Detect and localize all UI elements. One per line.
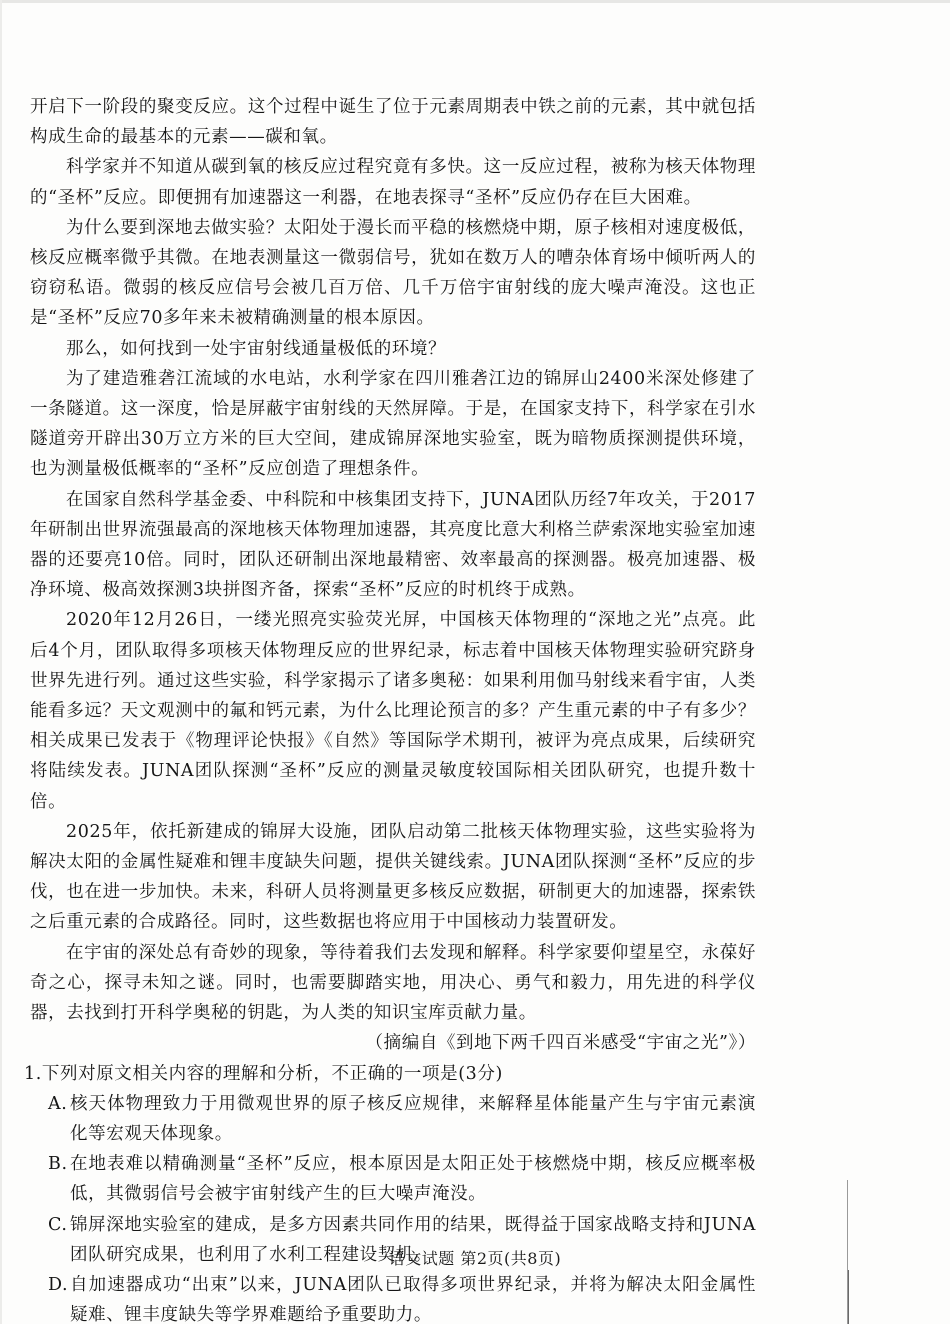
passage-paragraph: 为了建造雅砻江流域的水电站，水利学家在四川雅砻江边的锦屏山2400米深处修建了一条隧道。这一深度，恰是屏蔽宇宙射线的天然屏障。于是，在国家支持下，科学家在引水隧道旁开辟出30万立方米的巨大空间，建成锦屏深地实验室，既为暗物质探测提供环境，也为测量极低概率的“圣杯”反应创造了理想条件。 [30, 364, 756, 485]
option-a [48, 1089, 756, 1149]
passage-paragraph: 为什么要到深地去做实验？太阳处于漫长而平稳的核燃烧中期，原子核相对速度极低，核反应概率微乎其微。在地表测量这一微弱信号，犹如在数万人的嘈杂体育场中倾听两人的窃窃私语。微弱的核反应信号会被几百万倍、几千万倍宇宙射线的庞大噪声淹没。这也正是“圣杯”反应70多年来未被精确测量的根本原因。 [30, 213, 756, 334]
scan-edge [0, 0, 2, 1324]
page-footer: 语文试题 第2页(共8页) [0, 1246, 950, 1269]
passage-paragraph: 2025年，依托新建成的锦屏大设施，团队启动第二批核天体物理实验，这些实验将为解决太阳的金属性疑难和锂丰度缺失问题，提供关键线索。JUNA团队探测“圣杯”反应的步伐，也在进一步加快。未来，科研人员将测量更多核反应数据，研制更大的加速器，探索铁之后重元素的合成路径。同时，这些数据也将应用于中国核动力装置研发。 [30, 817, 756, 938]
option-text: 锦屏深地实验室的建成，是多方因素共同作用的结果，既得益于国家战略支持和JUNA团队研究成果，也利用了水利工程建设契机。 [70, 1210, 756, 1270]
page-content [30, 92, 756, 1330]
option-text: 在地表难以精确测量“圣杯”反应，根本原因是太阳正处于核燃烧中期，核反应概率极低，其微弱信号会被宇宙射线产生的巨大噪声淹没。 [70, 1149, 756, 1209]
passage-source: （摘编自《到地下两千四百米感受“宇宙之光”》） [30, 1028, 756, 1058]
question-1 [30, 1059, 756, 1330]
passage-paragraph: 开启下一阶段的聚变反应。这个过程中诞生了位于元素周期表中铁之前的元素，其中就包括构成生命的最基本的元素——碳和氧。 [30, 92, 756, 152]
passage-paragraph: 那么，如何找到一处宇宙射线通量极低的环境？ [30, 334, 756, 364]
option-letter: A. [48, 1089, 70, 1149]
passage-paragraph: 在宇宙的深处总有奇妙的现象，等待着我们去发现和解释。科学家要仰望星空，永葆好奇之心，探寻未知之谜。同时，也需要脚踏实地，用决心、勇气和毅力，用先进的科学仪器，去找到打开科学奥秘的钥匙，为人类的知识宝库贡献力量。 [30, 938, 756, 1029]
option-text: 核天体物理致力于用微观世界的原子核反应规律，来解释星体能量产生与宇宙元素演化等宏观天体现象。 [70, 1089, 756, 1149]
option-letter: C. [48, 1210, 70, 1270]
passage-paragraph: 在国家自然科学基金委、中科院和中核集团支持下，JUNA团队历经7年攻关，于2017年研制出世界流强最高的深地核天体物理加速器，其亮度比意大利格兰萨索深地实验室加速器的还要亮10倍。同时，团队还研制出深地最精密、效率最高的探测器。极亮加速器、极净环境、极高效探测3块拼图齐备，探索“圣杯”反应的时机终于成熟。 [30, 485, 756, 606]
scan-artifact-line [848, 1270, 849, 1324]
scan-edge [0, 0, 950, 3]
option-d [48, 1270, 756, 1330]
passage-paragraph: 2020年12月26日，一缕光照亮实验荧光屏，中国核天体物理的“深地之光”点亮。此后4个月，团队取得多项核天体物理反应的世界纪录，标志着中国核天体物理实验研究跻身世界先进行列。通过这些实验，科学家揭示了诸多奥秘：如果利用伽马射线来看宇宙，人类能看多远？天文观测中的氟和钙元素，为什么比理论预言的多？产生重元素的中子有多少？相关成果已发表于《物理评论快报》《自然》等国际学术期刊，被评为亮点成果，后续研究将陆续发表。JUNA团队探测“圣杯”反应的测量灵敏度较国际相关团队研究，也提升数十倍。 [30, 605, 756, 816]
option-text: 自加速器成功“出束”以来，JUNA团队已取得多项世界纪录，并将为解决太阳金属性疑难、锂丰度缺失等学界难题给予重要助力。 [70, 1270, 756, 1330]
question-stem: 1.下列对原文相关内容的理解和分析，不正确的一项是(3分) [24, 1059, 756, 1089]
passage-paragraph: 科学家并不知道从碳到氧的核反应过程究竟有多快。这一反应过程，被称为核天体物理的“圣杯”反应。即便拥有加速器这一利器，在地表探寻“圣杯”反应仍存在巨大困难。 [30, 152, 756, 212]
option-letter: B. [48, 1149, 70, 1209]
option-letter: D. [48, 1270, 70, 1330]
option-b [48, 1149, 756, 1209]
